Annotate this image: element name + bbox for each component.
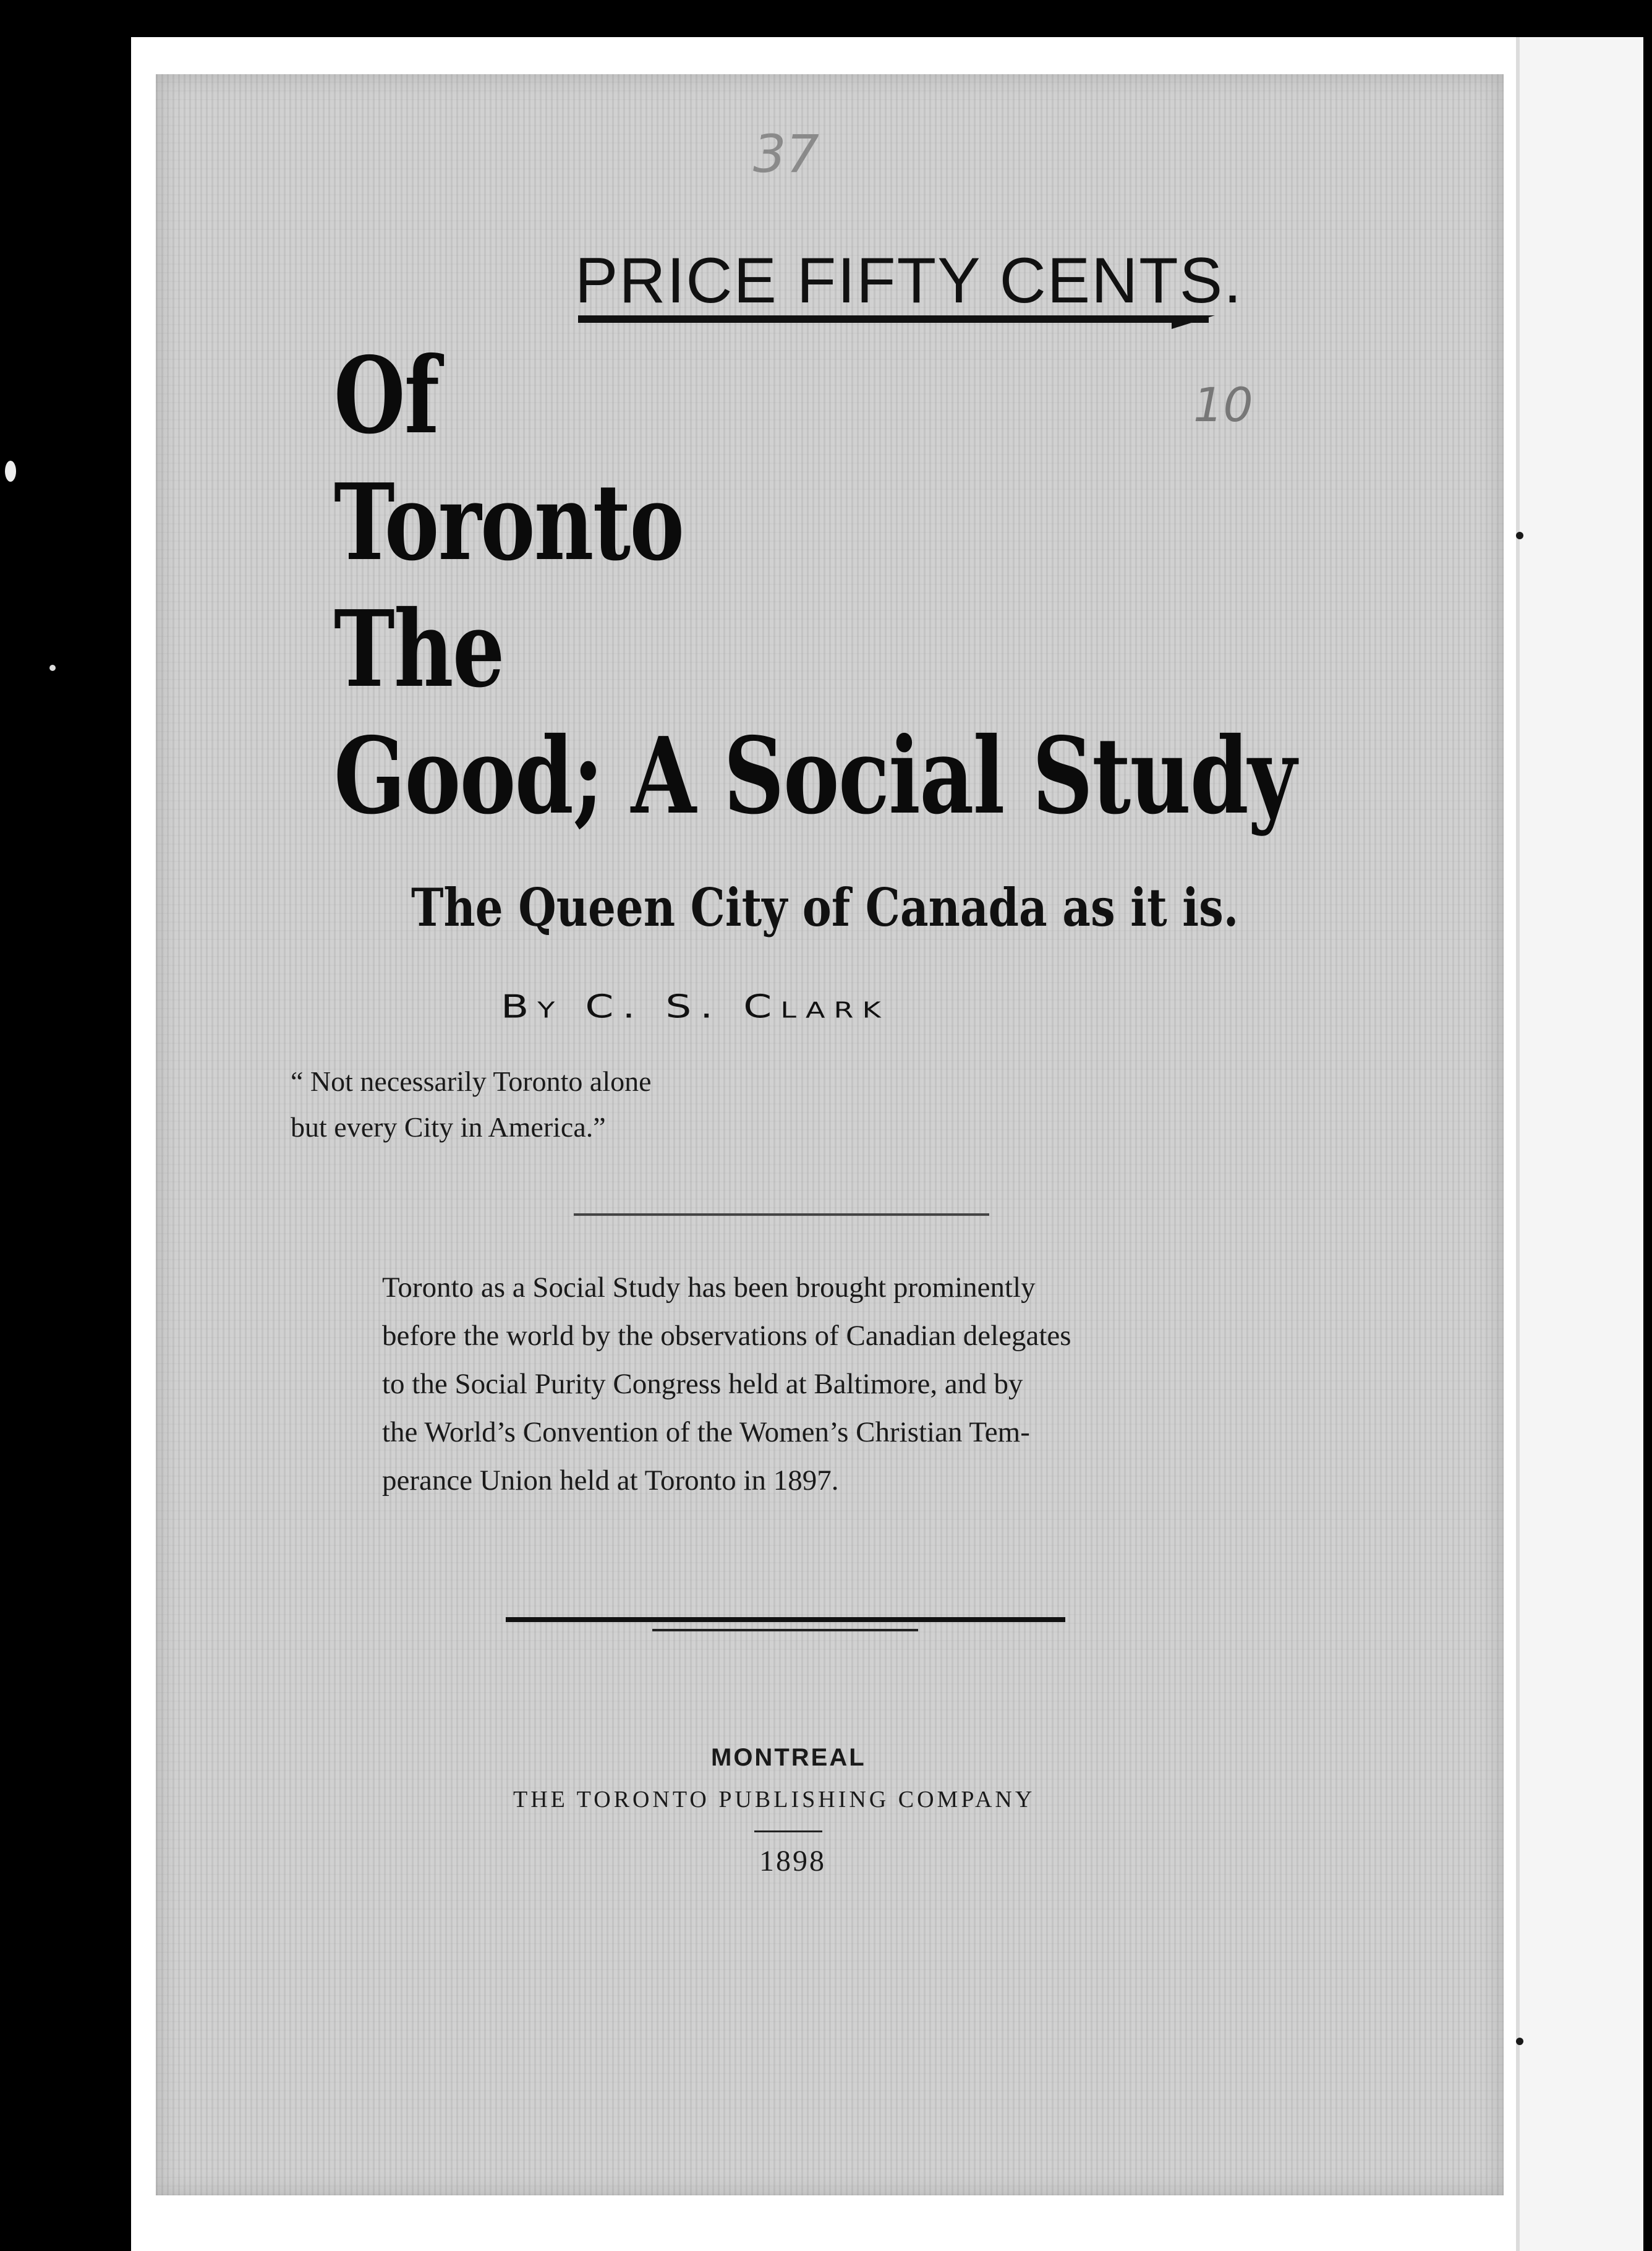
imprint-year: 1898 <box>759 1845 826 1877</box>
handwritten-side-note: 10 <box>1193 377 1253 432</box>
epigraph-line-1: “ Not necessarily Toronto alone <box>291 1066 652 1097</box>
ornament-rule-thick <box>506 1617 1065 1622</box>
subtitle: The Queen City of Canada as it is. <box>411 877 1239 938</box>
scan-speck <box>1516 2038 1523 2045</box>
scan-speck <box>1516 532 1523 539</box>
description-line-2: before the world by the observations of Canadian delegates <box>382 1320 1071 1352</box>
description-line-4: the World’s Convention of the Women’s Christian Tem- <box>382 1416 1030 1448</box>
adjacent-page-strip <box>1516 37 1643 2251</box>
author-byline: By C. S. Clark <box>501 988 890 1026</box>
imprint-city: MONTREAL <box>711 1744 866 1771</box>
handwritten-top-note: 37 <box>753 124 819 184</box>
price-underline <box>578 315 1209 323</box>
imprint-publisher: THE TORONTO PUBLISHING COMPANY <box>513 1787 1036 1813</box>
title-line-4: Good; A Social Study <box>334 714 1296 838</box>
description-line-3: to the Social Purity Congress held at Baltimore, and by <box>382 1368 1023 1400</box>
title-line-3: The <box>334 587 504 711</box>
scan-speck <box>5 461 16 482</box>
section-divider <box>574 1213 989 1216</box>
imprint-divider <box>754 1830 822 1832</box>
price-banner: PRICE FIFTY CENTS. <box>575 245 1243 317</box>
description-line-5: perance Union held at Toronto in 1897. <box>382 1464 839 1497</box>
scan-speck <box>49 665 56 671</box>
epigraph-line-2: but every City in America.” <box>291 1111 606 1143</box>
price-underline-tip <box>1172 315 1215 329</box>
title-line-2: Toronto <box>334 461 684 584</box>
title-line-1: Of <box>334 334 439 458</box>
ornament-rule-thin <box>652 1629 918 1631</box>
description-line-1: Toronto as a Social Study has been brought prominently <box>382 1271 1036 1304</box>
